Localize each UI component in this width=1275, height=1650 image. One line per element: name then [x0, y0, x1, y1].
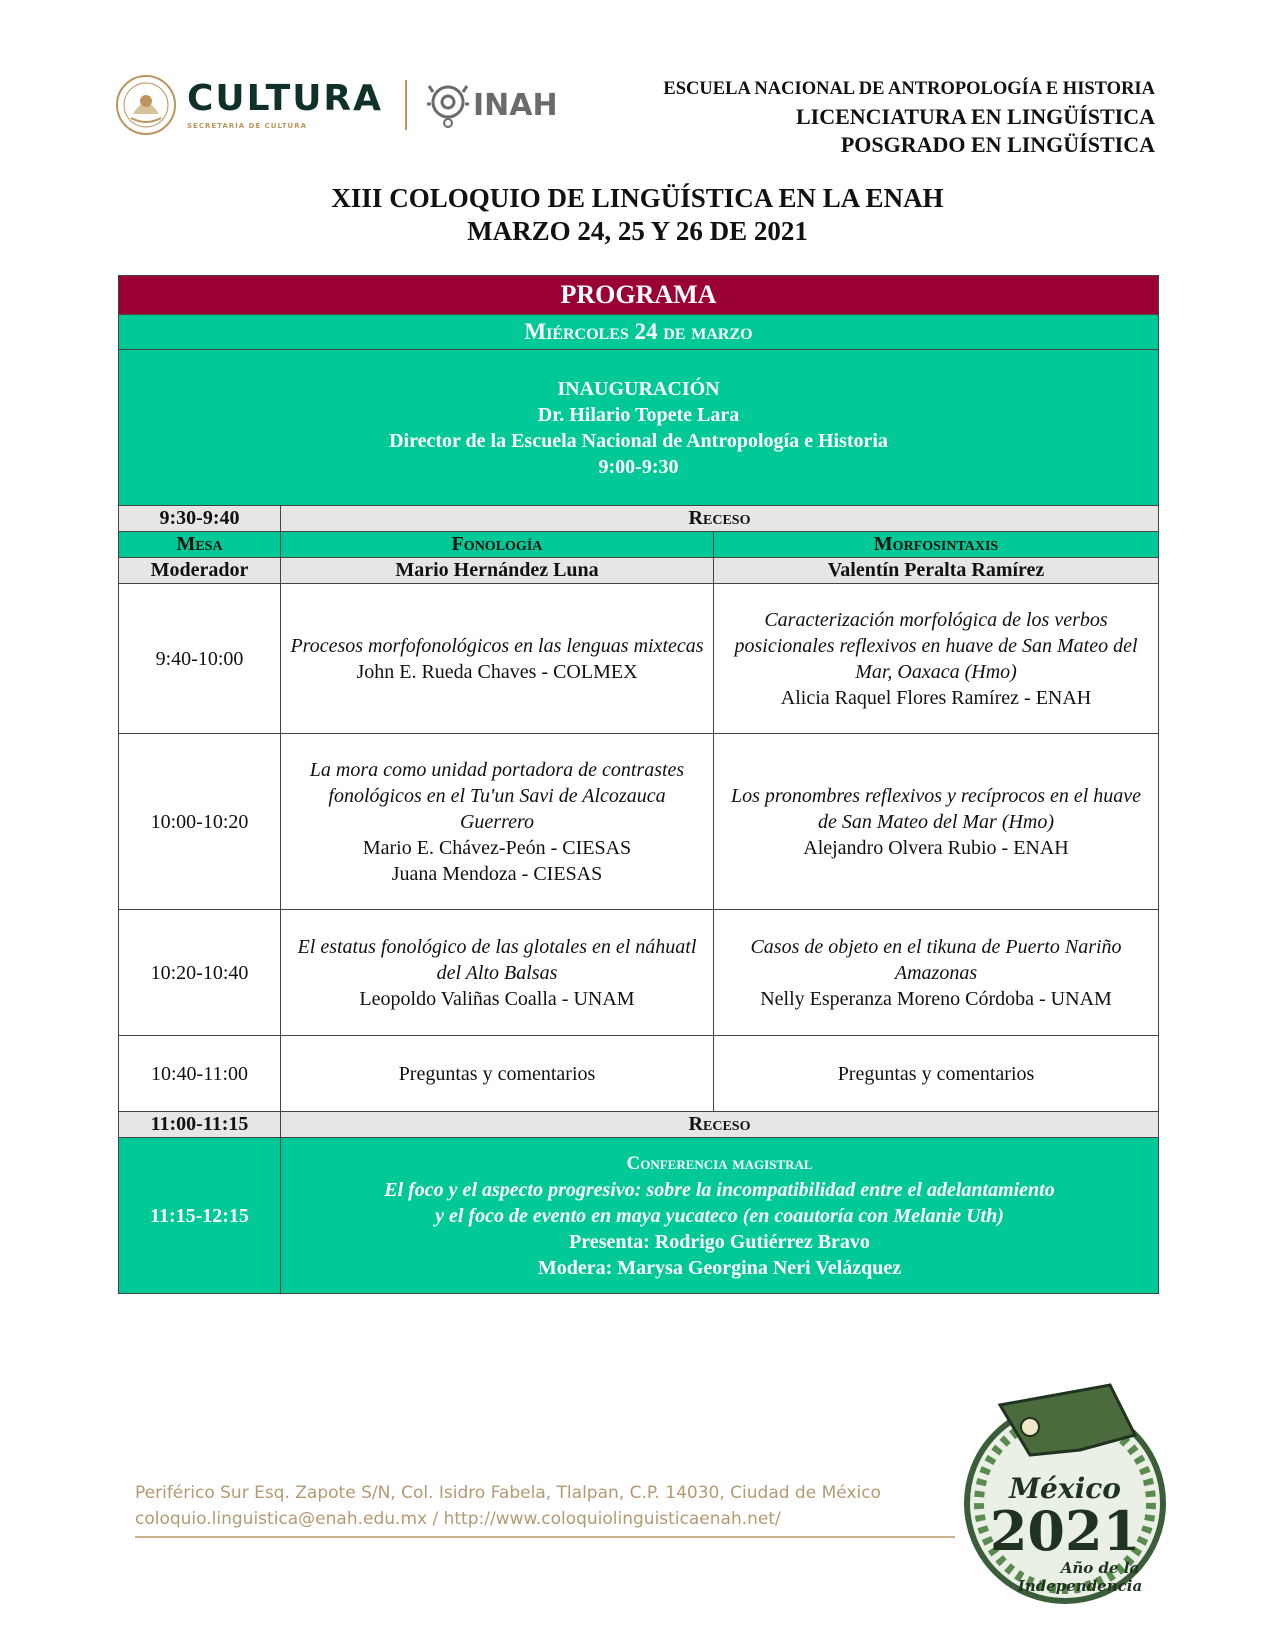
- session-row: [119, 910, 1159, 1036]
- program-heading: PROGRAMA: [119, 276, 1159, 315]
- national-seal-icon: [115, 74, 177, 136]
- talk-cell-morfosintaxis: [714, 734, 1159, 910]
- event-dates: MARZO 24, 25 Y 26 DE 2021: [467, 216, 808, 246]
- session-time: 10:20-10:40: [119, 910, 281, 1036]
- session-row: [119, 584, 1159, 734]
- talk-cell-morfosintaxis: [714, 910, 1159, 1036]
- talk-title: Procesos morfofonológicos en las lenguas mixtecas: [290, 634, 704, 657]
- break-time: 9:30-9:40: [119, 506, 281, 532]
- talk-author: John E. Rueda Chaves - COLMEX: [356, 660, 638, 683]
- talk-author: Juana Mendoza - CIESAS: [391, 862, 603, 885]
- talk-cell-fonologia: [281, 910, 714, 1036]
- footer-address: Periférico Sur Esq. Zapote S/N, Col. Isidro Fabela, Tlalpan, C.P. 14030, Ciudad de México: [135, 1483, 881, 1503]
- moderator-row: [119, 558, 1159, 584]
- event-heading: [0, 182, 1275, 248]
- session-time: 9:40-10:00: [119, 584, 281, 734]
- conference-title-line1: El foco y el aspecto progresivo: sobre la incompatibilidad entre el adelantamiento: [384, 1178, 1055, 1201]
- talk-author: Nelly Esperanza Moreno Córdoba - UNAM: [760, 987, 1112, 1010]
- questions-time: 10:40-11:00: [119, 1036, 281, 1112]
- institution-posgrado: POSGRADO EN LINGÜÍSTICA: [840, 132, 1155, 157]
- institution-block: [663, 75, 1155, 159]
- moderator-label: Moderador: [119, 558, 281, 584]
- column-header-row: [119, 532, 1159, 558]
- emblem-year: 2021: [989, 1499, 1141, 1563]
- talk-author: Alicia Raquel Flores Ramírez - ENAH: [780, 686, 1092, 709]
- break-row: [119, 506, 1159, 532]
- serpent-emblem-icon: [960, 1375, 1170, 1615]
- talk-author: Alejandro Olvera Rubio - ENAH: [803, 836, 1069, 859]
- cultura-logo-text: CULTURA: [187, 78, 384, 119]
- emblem-tagline-2: Independencia: [1017, 1577, 1143, 1595]
- talk-cell-fonologia: [281, 584, 714, 734]
- inauguration-time: 9:00-9:30: [598, 455, 679, 478]
- emblem-tagline-1: Año de la: [1060, 1559, 1140, 1577]
- talk-author: Leopoldo Valiñas Coalla - UNAM: [359, 987, 635, 1010]
- inauguration-row: [119, 350, 1159, 506]
- session-row: [119, 734, 1159, 910]
- footer-links[interactable]: coloquio.linguistica@enah.edu.mx / http://www.coloquiolinguisticaenah.net/: [135, 1509, 781, 1529]
- talk-title: Los pronombres reflexivos y recíprocos en el huave de San Mateo del Mar (Hmo): [730, 784, 1142, 833]
- footer-divider: [135, 1536, 955, 1538]
- moderator-fonologia: Mario Hernández Luna: [281, 558, 714, 584]
- break-time: 11:00-11:15: [119, 1112, 281, 1138]
- break-row: [119, 1112, 1159, 1138]
- mexico-2021-emblem: [960, 1375, 1170, 1615]
- day-row: [119, 315, 1159, 350]
- talk-title: Casos de objeto en el tikuna de Puerto Nariño Amazonas: [750, 935, 1122, 984]
- talk-author: Mario E. Chávez-Peón - CIESAS: [362, 836, 632, 859]
- inauguration-speaker: Dr. Hilario Topete Lara: [537, 403, 740, 426]
- fonologia-header: Fonología: [281, 532, 714, 558]
- conference-row: [119, 1138, 1159, 1294]
- conference-label: Conferencia magistral: [626, 1152, 813, 1174]
- conference-cell: [281, 1138, 1159, 1294]
- conference-presenter: Presenta: Rodrigo Gutiérrez Bravo: [569, 1230, 870, 1253]
- inauguration-label: INAUGURACIÓN: [557, 377, 720, 400]
- program-heading-row: [119, 276, 1159, 315]
- morfosintaxis-header: Morfosintaxis: [714, 532, 1159, 558]
- emblem-word: México: [1009, 1472, 1121, 1505]
- day-heading: Miércoles 24 de marzo: [119, 315, 1159, 350]
- logo-divider: [405, 80, 407, 130]
- talk-cell-fonologia: [281, 734, 714, 910]
- conference-time: 11:15-12:15: [119, 1138, 281, 1294]
- cultura-inah-logos: [115, 70, 558, 140]
- inauguration-cell: [119, 350, 1159, 506]
- mesa-header: Mesa: [119, 532, 281, 558]
- institution-licenciatura: LICENCIATURA EN LINGÜÍSTICA: [795, 104, 1155, 129]
- session-time: 10:00-10:20: [119, 734, 281, 910]
- talk-title: El estatus fonológico de las glotales en el náhuatl del Alto Balsas: [297, 935, 697, 984]
- institution-school: ESCUELA NACIONAL DE ANTROPOLOGÍA E HISTORIA: [663, 79, 1155, 99]
- inauguration-role: Director de la Escuela Nacional de Antropología e Historia: [389, 429, 888, 452]
- inah-logo-text: INAH: [473, 87, 558, 123]
- break-label: Receso: [281, 1112, 1159, 1138]
- conference-title-line2: y el foco de evento en maya yucateco (en coautoría con Melanie Uth): [435, 1204, 1004, 1227]
- talk-title: Caracterización morfológica de los verbos posicionales reflexivos en huave de San Mateo del Mar, Oaxaca (Hmo): [734, 608, 1138, 683]
- program-table: [118, 275, 1159, 1294]
- questions-morfosintaxis: Preguntas y comentarios: [714, 1036, 1159, 1112]
- moderator-morfosintaxis: Valentín Peralta Ramírez: [714, 558, 1159, 584]
- talk-title: La mora como unidad portadora de contrastes fonológicos en el Tu'un Savi de Alcozauca Guerrero: [309, 758, 685, 833]
- conference-moderator: Modera: Marysa Georgina Neri Velázquez: [537, 1256, 902, 1279]
- inah-emblem-icon: [427, 82, 469, 128]
- event-title: XIII COLOQUIO DE LINGÜÍSTICA EN LA ENAH: [331, 183, 944, 213]
- questions-fonologia: Preguntas y comentarios: [281, 1036, 714, 1112]
- questions-row: [119, 1036, 1159, 1112]
- break-label: Receso: [281, 506, 1159, 532]
- cultura-logo-subtitle: SECRETARÍA DE CULTURA: [187, 122, 308, 130]
- talk-cell-morfosintaxis: [714, 584, 1159, 734]
- footer-contact: [135, 1480, 881, 1532]
